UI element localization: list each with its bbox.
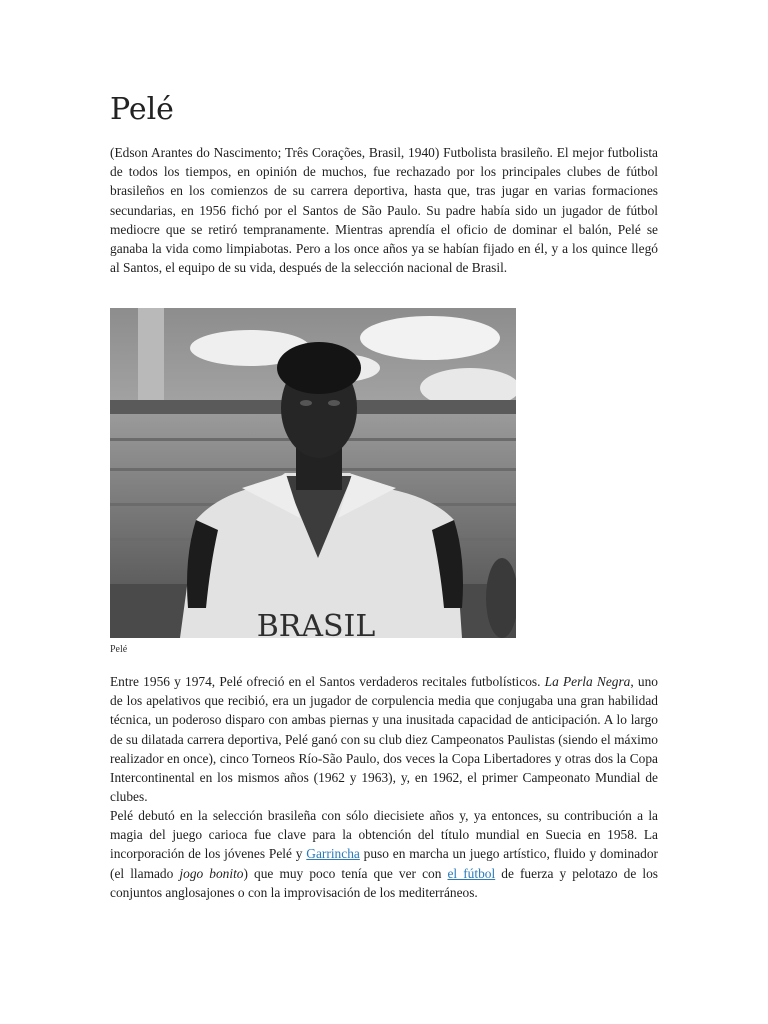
photo-caption: Pelé: [110, 644, 128, 655]
national-text-c: ) que muy poco tenía que ver con: [243, 865, 448, 881]
national-team-paragraph: [110, 806, 658, 902]
intro-paragraph: (Edson Arantes do Nascimento; Três Corações, Brasil, 1940) Futbolista brasileño. El mejor futbolista de todos los tiempos, en opinión de muchos, fue rechazado por los principales clubes de fútbol brasileños en los comienzos de su carrera deportiva, hasta que, tras jugar en varias formaciones secundarias, en 1956 fichó por el Santos de São Paulo. Su padre había sido un jugador de fútbol mediocre que se retiró tempranamente. Mientras aprendía el oficio de dominar el balón, Pelé se ganaba la vida como limpiabotas. Pero a los once años ya se habían fijado en él, y a los quince llegó al Santos, el equipo de su vida, después de la selección nacional de Brasil.: [110, 145, 658, 276]
career-text-b: , uno de los apelativos que recibió, era un jugador de corpulencia media que conjugaba una gran habilidad técnica, un poderoso disparo con ambas piernas y una inusitada capacidad de anticipación. A lo largo de su dilatada carrera deportiva, Pelé ganó con su club diez Campeonatos Paulistas (siendo el máximo realizador en once), cinco Torneos Río-São Paulo, dos veces la Copa Libertadores y otras dos la Copa Intercontinental en los mismos años (1962 y 1963), y, en 1962, el primer Campeonato Mundial de clubes.: [110, 674, 658, 805]
garrincha-link[interactable]: Garrincha: [306, 846, 360, 862]
national-text-d: de fuerza y pelotazo de los conjuntos anglosajones o con la improvisación de los mediterráneos.: [110, 865, 659, 900]
nickname-italic: La Perla Negra: [544, 674, 631, 689]
career-text-a: Entre 1956 y 1974, Pelé ofreció en el Santos verdaderos recitales futbolísticos.: [110, 674, 545, 689]
jogo-bonito-italic: jogo bonito: [179, 865, 244, 881]
page-title: Pelé: [110, 92, 174, 127]
pele-photo: [110, 308, 516, 638]
national-text-b: puso en marcha un juego artístico, fluido y dominador (el llamado: [110, 846, 658, 881]
career-paragraph: [110, 672, 658, 806]
national-text-a: Pelé debutó en la selección brasileña con sólo diecisiete años y, ya entonces, su contribución a la magia del juego carioca fue clave para la obtención del título mundial en Suecia en 1958. La incorporación de los jóvenes Pelé y: [110, 808, 658, 862]
jersey-text: BRASIL: [256, 609, 376, 638]
futbol-link[interactable]: el fútbol: [447, 865, 496, 881]
